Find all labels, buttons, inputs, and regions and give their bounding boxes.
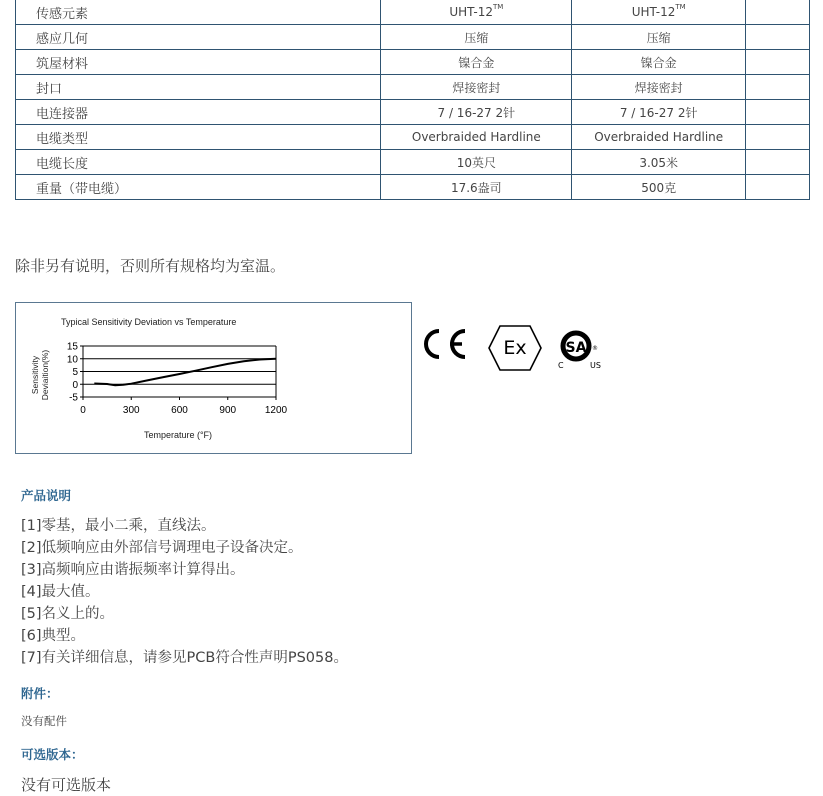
row-value-2: UHT-12™ xyxy=(572,0,746,25)
row-value-2: 镍合金 xyxy=(572,50,746,75)
footnote-item: [3]高频响应由谐振频率计算得出。 xyxy=(21,562,245,578)
chart-series-line xyxy=(94,359,276,386)
x-axis-ticks xyxy=(80,405,287,416)
footnote-item: [2]低频响应由外部信号调理电子设备决定。 xyxy=(21,540,303,556)
row-value-1: 压缩 xyxy=(381,25,572,50)
row-value-3 xyxy=(746,0,810,25)
ce-mark-icon xyxy=(426,331,465,357)
optional-versions-heading: 可选版本： xyxy=(21,747,84,762)
table-row xyxy=(16,175,810,200)
table-row xyxy=(16,100,810,125)
svg-text:0: 0 xyxy=(72,379,78,391)
row-label: 传感元素 xyxy=(16,0,381,25)
footnote-item: [5]名义上的。 xyxy=(21,606,115,622)
table-row xyxy=(16,0,810,25)
trademark-mark: TM xyxy=(492,3,504,11)
svg-text:5: 5 xyxy=(72,367,78,378)
table-row xyxy=(16,25,810,50)
table-row xyxy=(16,75,810,100)
trademark-mark: TM xyxy=(675,3,686,11)
chart-grid xyxy=(80,346,276,400)
svg-text:1200: 1200 xyxy=(264,405,288,416)
svg-text:600: 600 xyxy=(171,405,188,416)
svg-text:Ex: Ex xyxy=(503,337,527,359)
optional-versions-text: 没有可选版本 xyxy=(21,776,112,794)
row-label: 电缆类型 xyxy=(16,125,381,150)
svg-text:10: 10 xyxy=(66,354,78,366)
svg-text:SA: SA xyxy=(565,340,587,356)
row-label: 电缆长度 xyxy=(16,150,381,175)
svg-text:0: 0 xyxy=(80,405,86,416)
footnote-item: [4]最大值。 xyxy=(21,584,100,600)
certification-logos xyxy=(420,322,620,378)
row-value-2: 7 / 16-27 2针 xyxy=(572,100,746,125)
row-value-2: 压缩 xyxy=(572,25,746,50)
row-value-1: UHT-12™ xyxy=(381,0,572,25)
footnote-item: [1]零基，最小二乘，直线法。 xyxy=(21,518,216,534)
row-value-2: Overbraided Hardline xyxy=(572,125,746,150)
svg-text:US: US xyxy=(590,361,601,370)
spec-table xyxy=(15,0,810,200)
room-temperature-note: 除非另有说明，否则所有规格均为室温。 xyxy=(15,257,286,275)
row-value-1: 焊接密封 xyxy=(381,75,572,100)
product-notes-heading: 产品说明 xyxy=(21,488,72,503)
footnote-item: [7]有关详细信息，请参见PCB符合性声明PS058。 xyxy=(21,650,348,666)
row-value-1: Overbraided Hardline xyxy=(381,125,572,150)
accessories-text: 没有配件 xyxy=(21,714,67,728)
row-value-1: 10英尺 xyxy=(381,150,572,175)
footnote-item: [6]典型。 xyxy=(21,628,86,644)
row-value-2: 3.05米 xyxy=(572,150,746,175)
accessories-heading: 附件： xyxy=(21,686,59,701)
svg-text:-5: -5 xyxy=(69,392,78,404)
row-value-1: 17.6盎司 xyxy=(381,175,572,200)
row-value-3 xyxy=(746,75,810,100)
row-value-3 xyxy=(746,50,810,75)
row-value-2: 焊接密封 xyxy=(572,75,746,100)
product-notes-list xyxy=(21,515,348,669)
row-value-2: 500克 xyxy=(572,175,746,200)
table-row xyxy=(16,125,810,150)
csa-mark-icon xyxy=(558,333,601,370)
table-row xyxy=(16,150,810,175)
svg-text:900: 900 xyxy=(219,405,237,416)
y-axis-label-line2: Deviaition(%) xyxy=(40,349,50,401)
sensitivity-chart xyxy=(15,302,412,454)
chart-canvas xyxy=(16,303,413,455)
row-value-3 xyxy=(746,125,810,150)
row-label: 筑屋材料 xyxy=(16,50,381,75)
row-label: 重量（带电缆） xyxy=(16,175,381,200)
row-label: 电连接器 xyxy=(16,100,381,125)
atex-ex-icon xyxy=(489,326,541,370)
chart-title: Typical Sensitivity Deviation vs Temperature xyxy=(61,317,237,327)
row-value-3 xyxy=(746,150,810,175)
svg-text:300: 300 xyxy=(122,405,140,416)
table-row xyxy=(16,50,810,75)
row-value-3 xyxy=(746,100,810,125)
row-value-1: 7 / 16-27 2针 xyxy=(381,100,572,125)
row-value-1: 镍合金 xyxy=(381,50,572,75)
svg-text:C: C xyxy=(558,361,564,370)
svg-text:15: 15 xyxy=(66,341,78,353)
row-value-3 xyxy=(746,25,810,50)
svg-text:®: ® xyxy=(592,345,598,352)
y-axis-ticks xyxy=(67,342,79,404)
row-value-3 xyxy=(746,175,810,200)
y-axis-label-line1: Sensitivity xyxy=(30,355,40,395)
x-axis-label: Temperature (°F) xyxy=(143,430,213,440)
row-label: 封口 xyxy=(16,75,381,100)
row-label: 感应几何 xyxy=(16,25,381,50)
